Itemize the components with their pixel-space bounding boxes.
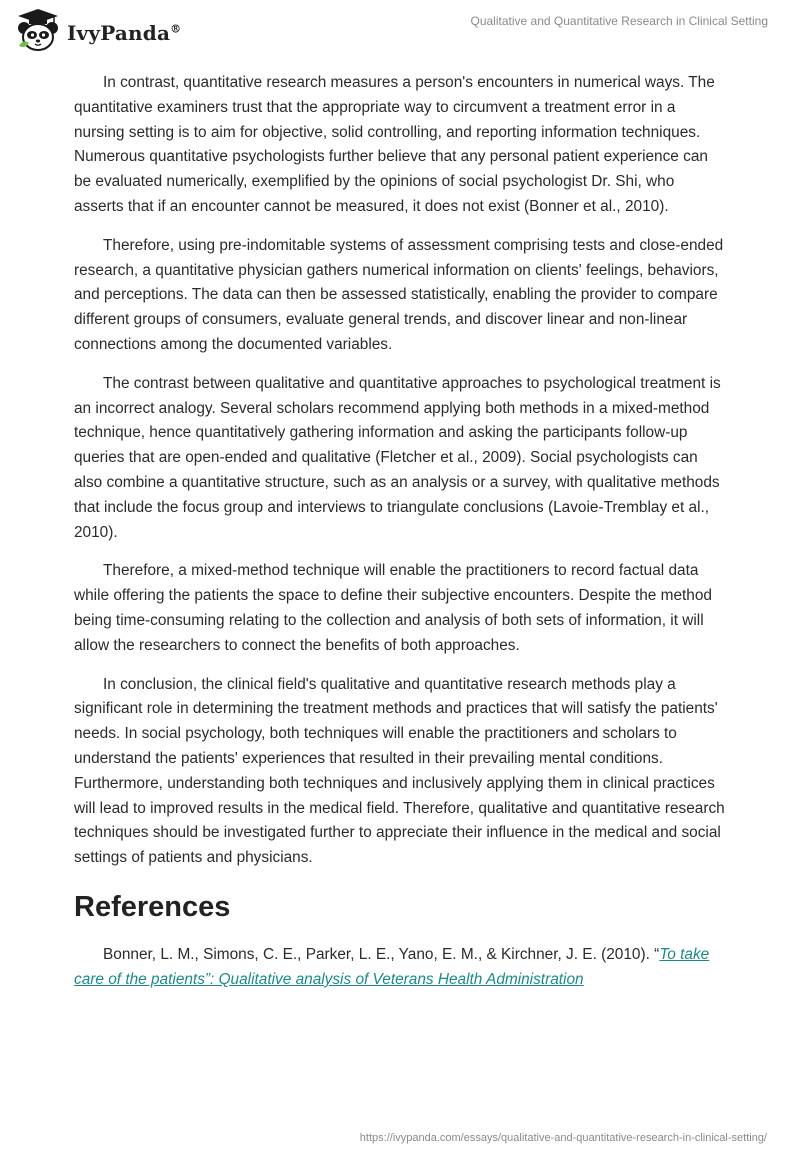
brand-name: IvyPanda® xyxy=(67,21,182,45)
paragraph: In contrast, quantitative research measures a person's encounters in numerical ways. The quantitative examiners trust that the appropriate way to circumvent a treatment error in a nursing setting is to aim for objective, solid controlling, and reporting information techniques. Numerous quantitative psychologists further believe that any personal patient experience can be evaluated numerically, exemplified by the opinions of social psychologist Dr. Shi, who asserts that if an encounter cannot be measured, it does not exist (Bonner et al., 2010). xyxy=(74,74,715,215)
page-header xyxy=(0,0,800,60)
reference-quote-open: “ xyxy=(654,945,660,963)
paragraph: The contrast between qualitative and quantitative approaches to psychological treatment is an incorrect analogy. Several scholars recommend applying both methods in a mixed-method technique, hence quantitatively gathering information and asking the participants follow-up queries that are open-ended and qualitative (Fletcher et al., 2009). Social psychologists can also combine a quantitative structure, such as an analysis or a survey, with qualitative methods that include the focus group and interviews to triangulate conclusions (Lavoie-Tremblay et al., 2010). xyxy=(74,374,721,541)
document-title: Qualitative and Quantitative Research in Clinical Setting xyxy=(470,14,768,28)
brand-logo[interactable] xyxy=(14,6,181,54)
reference-title-link[interactable]: To take care of the patients”: Qualitative analysis of Veterans Health Administration xyxy=(74,945,710,988)
essay-body xyxy=(74,71,726,993)
references-heading: References xyxy=(74,890,231,923)
paragraph: In conclusion, the clinical field's qualitative and quantitative research methods play a significant role in determining the treatment methods and practices that will satisfy the patients' needs. In social psychology, both techniques will enable the practitioners and scholars to understand the patients' experiences that resulted in their prevailing mental conditions. Furthermore, understanding both techniques and inclusively applying them in clinical practices will lead to improved results in the medical field. Therefore, qualitative and quantitative research techniques should be investigated further to appreciate their influence in the medical and social settings of patients and physicians. xyxy=(74,675,725,867)
reference-entry xyxy=(74,943,726,993)
paragraph: Therefore, using pre-indomitable systems of assessment comprising tests and close-ended research, a quantitative physician gathers numerical information on clients' feelings, behaviors, and perceptions. The data can then be assessed statistically, enabling the provider to compare different groups of consumers, evaluate general trends, and discover linear and non-linear connections among the documented variables. xyxy=(74,236,724,353)
reference-authors: Bonner, L. M., Simons, C. E., Parker, L. E., Yano, E. M., & Kirchner, J. E. (2010). xyxy=(103,945,650,963)
paragraph: Therefore, a mixed-method technique will enable the practitioners to record factual data while offering the patients the space to define their subjective encounters. Despite the method being time-consuming relating to the collection and analysis of both sets of information, it will allow the researchers to connect the benefits of both approaches. xyxy=(74,562,712,654)
panda-logo-icon xyxy=(14,6,62,54)
source-url[interactable]: https://ivypanda.com/essays/qualitative-and-quantitative-research-in-clinical-setting/ xyxy=(359,1132,767,1144)
